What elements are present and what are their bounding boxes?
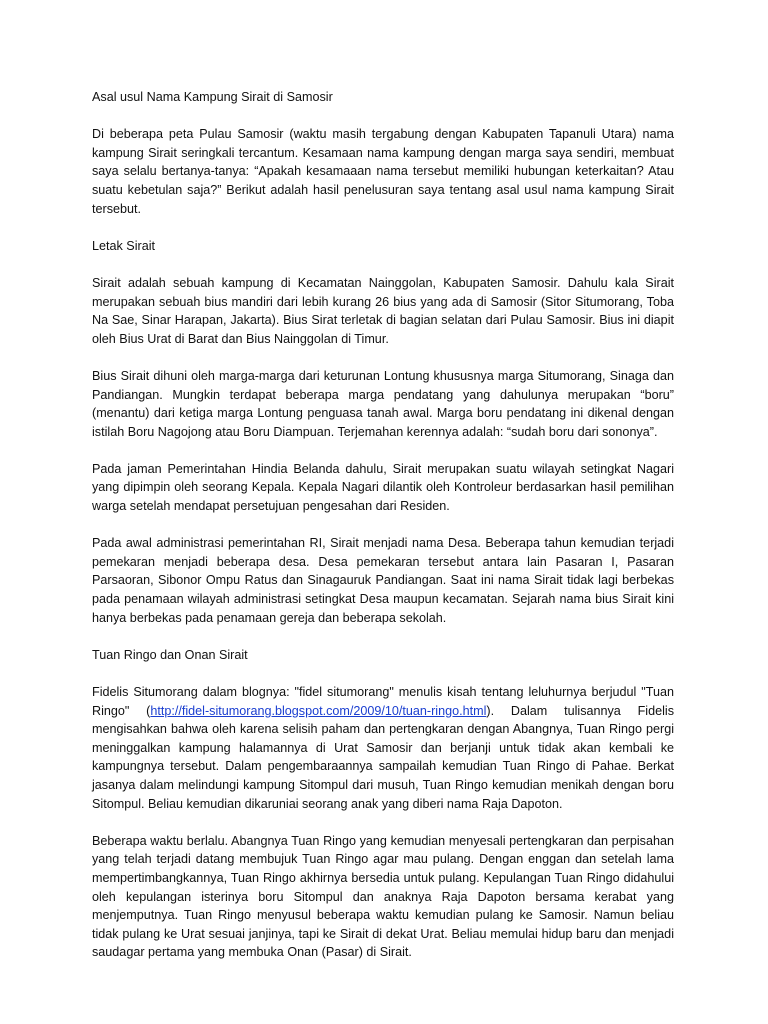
- section-heading-letak-sirait: Letak Sirait: [92, 238, 155, 253]
- paragraph-tuan-ringo-2: Beberapa waktu berlalu. Abangnya Tuan Ringo yang kemudian menyesali pertengkaran dan perpisahan yang telah terjadi datang membujuk Tuan Ringo agar mau pulang. Dengan enggan dan setelah lama mempertimbangkannya, Tuan Ringo akhirnya bersedia untuk pulang. Kepulangan Tuan Ringo didahului oleh kepulangan isterinya boru Sitompul dan anaknya Raja Dapoton bersama kerabat yang menjemputnya. Tuan Ringo menyusul beberapa waktu kemudian pulang ke Samosir. Namun beliau tidak pulang ke Urat sesuai janjinya, tapi ke Sirait di dekat Urat. Beliau memulai hidup baru dan menjadi saudagar pertama yang membuka Onan (Pasar) di Sirait.: [92, 833, 674, 960]
- document-title: Asal usul Nama Kampung Sirait di Samosir: [92, 90, 333, 104]
- intro-paragraph: Di beberapa peta Pulau Samosir (waktu masih tergabung dengan Kabupaten Tapanuli Utara) nama kampung Sirait seringkali tercantum. Kesamaan nama kampung dengan marga saya sendiri, membuat saya selalu bertanya-tanya: “Apakah kesamaaan nama tersebut memiliki hubungan keterkaitan? Atau suatu kebetulan saja?” Berikut adalah hasil penelusuran saya tentang asal usul nama kampung Sirait tersebut.: [92, 127, 674, 216]
- paragraph-text-before-link: Fidelis Situmorang dalam blognya: "fidel situmorang" menulis kisah tentang leluhurnya berjudul "Tuan Ringo" (: [92, 685, 674, 718]
- paragraph-letak-1: Sirait adalah sebuah kampung di Kecamatan Nainggolan, Kabupaten Samosir. Dahulu kala Sirait merupakan sebuah bius mandiri dari lebih kurang 26 bius yang ada di Samosir (Sitor Situmorang, Toba Na Sae, Sinar Harapan, Jakarta). Bius Sirat terletak di bagian selatan dari Pulau Samosir. Bius ini diapit oleh Bius Urat di Barat dan Bius Nainggolan di Timur.: [92, 275, 674, 346]
- blog-link[interactable]: http://fidel-situmorang.blogspot.com/2009/10/tuan-ringo.html: [150, 703, 487, 718]
- document-page: [92, 88, 674, 981]
- paragraph-text-after-link: ). Dalam tulisannya Fidelis mengisahkan bahwa oleh karena selisih paham dan pertengkaran dengan Abangnya, Tuan Ringo pergi meninggalkan kampung halamannya di Urat Samosir dan berjanji untuk tidak akan kembali ke kampungnya tersebut. Dalam pengembaraannya sampailah kemudian Tuan Ringo di Pahae. Berkat jasanya dalam melindungi kampung Sitompul dari musuh, Tuan Ringo kemudian menikah dengan boru Sitompul. Beliau kemudian dikaruniai seorang anak yang diberi nama Raja Dapoton.: [92, 703, 674, 811]
- paragraph-tuan-ringo-1: [92, 683, 674, 813]
- paragraph-letak-4: Pada awal administrasi pemerintahan RI, Sirait menjadi nama Desa. Beberapa tahun kemudian terjadi pemekaran menjadi beberapa desa. Desa pemekaran tersebut antara lain Pasaran I, Pasaran Parsaoran, Sibonor Ompu Ratus dan Sinagauruk Pandiangan. Saat ini nama Sirait tidak lagi berbekas pada penamaan wilayah administrasi setingkat Desa maupun kecamatan. Sejarah nama bius Sirait kini hanya berbekas pada penamaan gereja dan beberapa sekolah.: [92, 536, 674, 625]
- paragraph-letak-2: Bius Sirait dihuni oleh marga-marga dari keturunan Lontung khususnya marga Situmorang, Sinaga dan Pandiangan. Mungkin terdapat beberapa marga pendatang yang dahulunya merupakan “boru” (menantu) dari ketiga marga Lontung penguasa tanah awal. Marga boru pendatang ini dikenal dengan istilah Boru Nagojong atau Boru Diampuan. Terjemahan kerennya adalah: “sudah boru dari sononya”.: [92, 368, 674, 439]
- paragraph-letak-3: Pada jaman Pemerintahan Hindia Belanda dahulu, Sirait merupakan suatu wilayah setingkat Nagari yang dipimpin oleh seorang Kepala. Kepala Nagari dilantik oleh Kontroleur berdasarkan hasil pemilihan warga setelah mendapat persetujuan pengesahan dari Residen.: [92, 461, 674, 514]
- section-heading-tuan-ringo: Tuan Ringo dan Onan Sirait: [92, 647, 248, 662]
